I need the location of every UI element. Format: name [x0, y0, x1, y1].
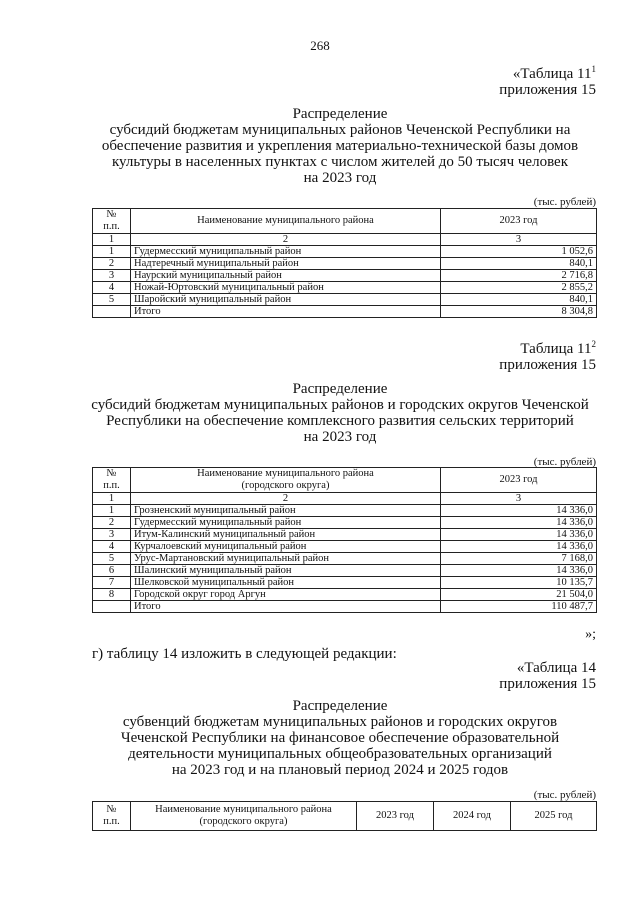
- table-row: 7 Шелковской муниципальный район 10 135,7: [93, 577, 597, 589]
- table-11-2-heading: [80, 381, 600, 445]
- table-11-2-label: [499, 341, 596, 373]
- page-number: 268: [310, 38, 330, 53]
- col-number: 2: [131, 493, 441, 505]
- table-14-label-line1: «Таблица 14: [516, 660, 596, 676]
- col-number: 3: [441, 493, 597, 505]
- heading-line: субсидий бюджетам муниципальных районов Чеченской Республики на: [109, 122, 571, 138]
- table-14-heading: [80, 698, 600, 778]
- heading-line: Республики на обеспечение комплексного развития сельских территорий: [106, 413, 574, 429]
- total-row: [93, 601, 597, 613]
- table-11-2-label-sup: 2: [591, 339, 596, 349]
- table-row: 5 Урус-Мартановский муниципальный район 7 168,0: [93, 553, 597, 565]
- table-11-2-label-line2: приложения 15: [499, 357, 596, 373]
- table-row: 6 Шалинский муниципальный район 14 336,0: [93, 565, 597, 577]
- header-year-2023: 2023 год: [357, 802, 434, 831]
- col-number: 1: [93, 493, 131, 505]
- heading-line: обеспечение развития и укрепления материально-технической базы домов: [101, 138, 579, 154]
- header-name: Наименование муниципального района (городского округа): [131, 468, 441, 493]
- header-num: № п.п.: [93, 209, 131, 234]
- table-row: 5 Шаройский муниципальный район 840,1: [93, 294, 597, 306]
- header-num: № п.п.: [93, 468, 131, 493]
- col-number: 1: [93, 234, 131, 246]
- column-number-row: [93, 234, 597, 246]
- total-value: 8 304,8: [441, 306, 597, 318]
- table-14-unit: (тыс. рублей): [533, 789, 596, 801]
- total-label: Итого: [131, 601, 441, 613]
- table-14-label: [499, 660, 596, 692]
- heading-line: деятельности муниципальных общеобразовательных организаций: [128, 746, 552, 762]
- table-11-1-label-line1: «Таблица 11: [512, 66, 592, 82]
- total-label: Итого: [131, 306, 441, 318]
- table-14: [92, 801, 597, 831]
- total-row: [93, 306, 597, 318]
- header-num: № п.п.: [93, 802, 131, 831]
- table-header-row: [93, 468, 597, 493]
- col-number: 3: [441, 234, 597, 246]
- table-row: 4 Курчалоевский муниципальный район 14 336,0: [93, 541, 597, 553]
- amendment-instruction: г) таблицу 14 изложить в следующей редакции:: [92, 646, 397, 662]
- table-row: 8 Городской округ город Аргун 21 504,0: [93, 589, 597, 601]
- table-row: 1 Грозненский муниципальный район 14 336,0: [93, 505, 597, 517]
- table-row: 1 Гудермесский муниципальный район 1 052,6: [93, 246, 597, 258]
- table-11-1-heading: [80, 106, 600, 186]
- table-14-label-line2: приложения 15: [499, 676, 596, 692]
- column-number-row: [93, 493, 597, 505]
- header-year: 2023 год: [441, 209, 597, 234]
- table-11-1: [92, 208, 597, 318]
- table-header-row: [93, 209, 597, 234]
- table-row: 2 Надтеречный муниципальный район 840,1: [93, 258, 597, 270]
- header-name: Наименование муниципального района (городского округа): [131, 802, 357, 831]
- heading-title: Распределение: [292, 381, 388, 397]
- heading-title: Распределение: [292, 698, 388, 714]
- heading-line: Чеченской Республики на финансовое обеспечение образовательной: [120, 730, 560, 746]
- table-11-1-label-line2: приложения 15: [499, 82, 596, 98]
- heading-line: субвенций бюджетам муниципальных районов и городских округов: [122, 714, 558, 730]
- heading-title: Распределение: [292, 106, 388, 122]
- heading-line: на 2023 год: [303, 429, 377, 445]
- table-11-2-closing: »;: [585, 627, 596, 642]
- table-row: 2 Гудермесский муниципальный район 14 336,0: [93, 517, 597, 529]
- heading-line: на 2023 год: [303, 170, 377, 186]
- header-year-2025: 2025 год: [511, 802, 597, 831]
- table-row: 4 Ножай-Юртовский муниципальный район 2 855,2: [93, 282, 597, 294]
- table-row: 3 Наурский муниципальный район 2 716,8: [93, 270, 597, 282]
- header-year-2024: 2024 год: [434, 802, 511, 831]
- table-11-2: [92, 467, 597, 613]
- table-row: 3 Итум-Калинский муниципальный район 14 336,0: [93, 529, 597, 541]
- table-11-1-label: [499, 66, 596, 98]
- col-number: 2: [131, 234, 441, 246]
- table-11-2-label-line1: Таблица 11: [520, 341, 592, 357]
- total-value: 110 487,7: [441, 601, 597, 613]
- heading-line: субсидий бюджетам муниципальных районов и городских округов Чеченской: [91, 397, 589, 413]
- heading-line: на 2023 год и на плановый период 2024 и 2025 годов: [171, 762, 509, 778]
- table-header-row: [93, 802, 597, 831]
- header-name: Наименование муниципального района: [131, 209, 441, 234]
- header-year: 2023 год: [441, 468, 597, 493]
- table-11-1-unit: (тыс. рублей): [533, 196, 596, 208]
- heading-line: культуры в населенных пунктах с числом жителей до 50 тысяч человек: [111, 154, 569, 170]
- table-11-1-label-sup: 1: [591, 64, 596, 74]
- table-11-2-unit: (тыс. рублей): [533, 456, 596, 468]
